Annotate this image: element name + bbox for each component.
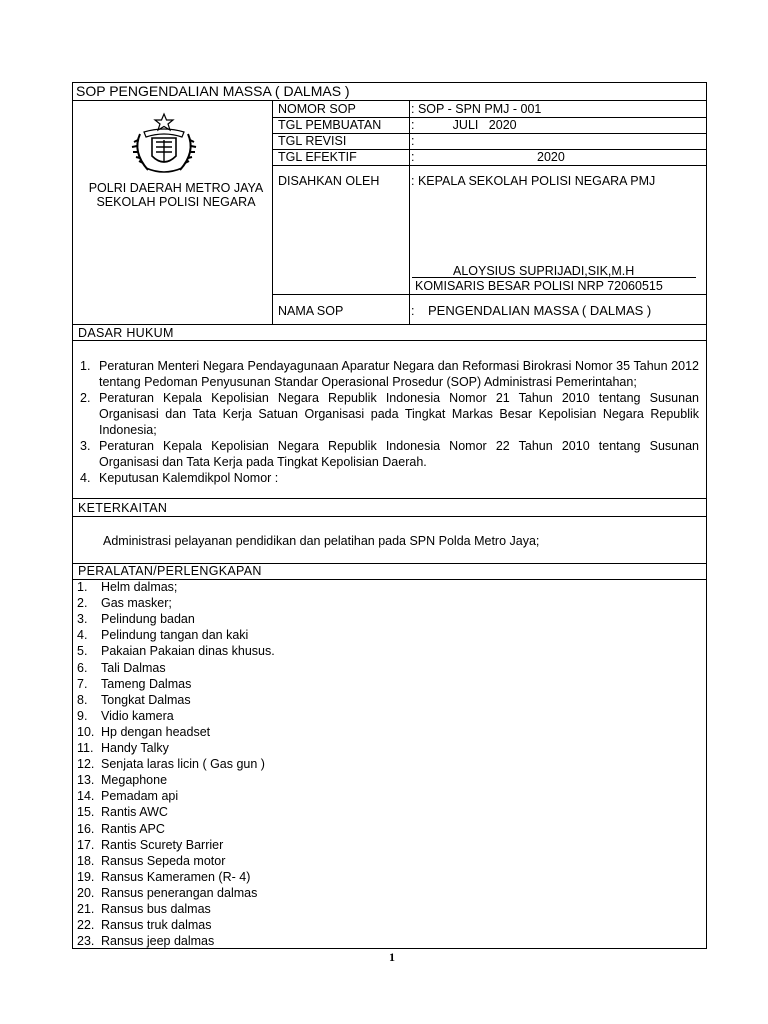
rule-row4 [272,165,707,166]
equipment-item-number: 2. [77,596,88,611]
equipment-item-number: 6. [77,660,88,675]
rule-col2 [409,100,410,324]
equipment-item: Pemadam api [101,789,179,804]
org-name-line1: POLRI DAERAH METRO JAYA [88,181,264,195]
equipment-item: Rantis Scurety Barrier [101,837,224,852]
equipment-item-number: 14. [77,789,95,804]
equipment-item: Rantis AWC [101,805,168,820]
dasar-hukum-num-4: 4. [80,471,91,485]
equipment-item: Ransus bus dalmas [101,902,211,916]
equipment-item-number: 16. [77,821,95,836]
signer-rank: KOMISARIS BESAR POLISI NRP 72060515 [415,279,663,293]
rule-keterkaitan-top [72,498,707,499]
equipment-item: Tameng Dalmas [101,676,192,691]
dasar-hukum-num-1: 1. [80,359,91,373]
equipment-item-number: 9. [77,708,88,723]
equipment-item-number: 10. [77,724,95,739]
equipment-item: Tongkat Dalmas [101,692,191,707]
equipment-item: Pelindung badan [101,612,195,627]
page-number: 1 [389,950,395,964]
equipment-item: Pakaian Pakaian dinas khusus. [101,644,275,659]
dasar-hukum-num-3: 3. [80,439,91,453]
equipment-item-number: 19. [77,869,95,884]
equipment-item-number: 23. [77,934,95,949]
equipment-item: Ransus penerangan dalmas [101,885,258,900]
label-nama-sop: NAMA SOP [278,304,344,318]
label-tgl-revisi: TGL REVISI [278,134,347,148]
value-nama-sop: PENGENDALIAN MASSA ( DALMAS ) [428,303,652,318]
page-title: SOP PENGENDALIAN MASSA ( DALMAS ) [76,83,350,99]
equipment-item: Rantis APC [101,821,165,836]
equipment-item-number: 3. [77,612,88,627]
nama-sop-colon: : [411,304,415,318]
rule-nama-sop [272,294,707,295]
rule-dasar-hukum [72,340,707,341]
value-disahkan-oleh: : KEPALA SEKOLAH POLISI NEGARA PMJ [411,174,656,188]
value-tgl-efektif: : [411,150,415,164]
equipment-item: Ransus Kameramen (R- 4) [101,869,251,884]
rule-keterkaitan [72,516,707,517]
equipment-item: Ransus jeep dalmas [101,934,215,949]
label-tgl-pembuatan: TGL PEMBUATAN [278,118,382,132]
equipment-item-number: 13. [77,773,95,788]
equipment-item-number: 8. [77,692,88,707]
equipment-item-number: 11. [77,741,94,755]
heading-peralatan: PERALATAN/PERLENGKAPAN [78,564,262,578]
equipment-item-number: 18. [77,853,95,868]
label-disahkan-oleh: DISAHKAN OLEH [278,174,380,188]
org-name-line2: SEKOLAH POLISI NEGARA [96,195,256,209]
equipment-item-number: 21. [77,902,95,916]
value-tgl-revisi: : [411,134,415,148]
equipment-item: Handy Talky [101,741,169,755]
label-tgl-efektif: TGL EFEKTIF [278,150,357,164]
equipment-item-number: 17. [77,837,95,852]
dasar-hukum-item-3: Peraturan Kepala Kepolisian Negara Republik Indonesia Nomor 22 Tahun 2010 tentang Susunan Organisasi dan Tata Kerja pada Tingkat Kepolisian Daerah. [99,439,699,469]
equipment-item: Pelindung tangan dan kaki [101,628,249,643]
rule-title [72,100,707,101]
equipment-item: Tali Dalmas [101,660,166,675]
equipment-item-number: 4. [77,628,88,643]
signer-name: ALOYSIUS SUPRIJADI,SIK,M.H [453,264,635,278]
equipment-item: Ransus Sepeda motor [101,853,226,868]
equipment-item-number: 7. [77,676,88,691]
equipment-item: Gas masker; [101,596,172,611]
rule-header-bottom [72,324,707,325]
equipment-item-number: 12. [77,757,95,772]
equipment-item-number: 22. [77,918,95,933]
equipment-item: Senjata laras licin ( Gas gun ) [101,757,265,772]
label-nomor-sop: NOMOR SOP [278,102,356,116]
value-tgl-pembuatan: : JULI 2020 [411,118,517,132]
equipment-item-number: 20. [77,885,95,900]
equipment-item: Megaphone [101,773,168,788]
keterkaitan-text: Administrasi pelayanan pendidikan dan pelatihan pada SPN Polda Metro Jaya; [103,534,540,548]
rule-col1 [272,100,273,324]
equipment-item: Vidio kamera [101,708,174,723]
equipment-item-number: 1. [77,580,88,594]
heading-dasar-hukum: DASAR HUKUM [78,326,174,340]
polri-emblem-icon [126,112,202,181]
heading-keterkaitan: KETERKAITAN [78,501,168,515]
dasar-hukum-item-1: Peraturan Menteri Negara Pendayagunaan Aparatur Negara dan Reformasi Birokrasi Nomor 35 Tahun 2012 tentang Pedoman Penyusunan Standar Operasional Prosedur (SOP) Administrasi Pemerintahan; [99,359,699,389]
equipment-item-number: 15. [77,805,95,820]
value-tgl-efektif-year: 2020 [537,150,565,164]
equipment-item: Helm dalmas; [101,580,178,594]
dasar-hukum-item-4: Keputusan Kalemdikpol Nomor : [99,471,279,485]
dasar-hukum-item-2: Peraturan Kepala Kepolisian Negara Republik Indonesia Nomor 21 Tahun 2010 tentang Susunan Organisasi dan Tata Kerja Satuan Organisasi pada Tingkat Markas Besar Kepolisian Negara Republik Indonesia; [99,391,699,437]
equipment-item: Ransus truk dalmas [101,918,212,933]
equipment-item-number: 5. [77,644,88,659]
value-nomor-sop: : SOP - SPN PMJ - 001 [411,102,542,116]
dasar-hukum-num-2: 2. [80,391,91,405]
equipment-item: Hp dengan headset [101,724,211,739]
